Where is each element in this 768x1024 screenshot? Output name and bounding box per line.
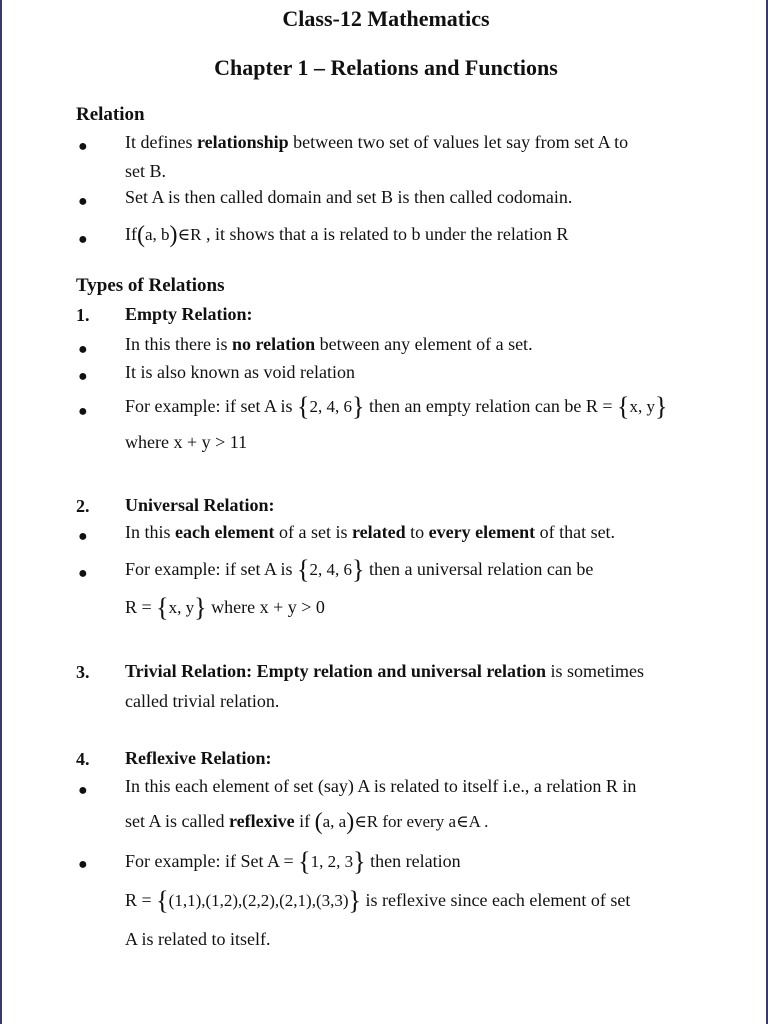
bullet-icon: ● — [78, 368, 88, 385]
relation-bullet-1: It defines relationship between two set of values let say from set A to — [125, 132, 629, 152]
universal-bullet-2: For example: if set A is {2, 4, 6} then a universal relation can be — [125, 555, 594, 584]
reflexive-bullet-2-cont: R = {(1,1),(1,2),(2,2),(2,1),(3,3)} is reflexive since each element of set — [125, 886, 631, 915]
reflexive-bullet-1: In this each element of set (say) A is related to itself i.e., a relation R in — [125, 776, 637, 796]
bullet-icon: ● — [78, 528, 88, 545]
item-number: 1. — [76, 305, 90, 325]
bullet-icon: ● — [78, 856, 88, 873]
class-title: Class-12 Mathematics — [282, 6, 490, 31]
empty-bullet-1: In this there is no relation between any element of a set. — [125, 334, 533, 354]
chapter-title: Chapter 1 – Relations and Functions — [214, 55, 558, 80]
relation-bullet-2: Set A is then called domain and set B is then called codomain. — [125, 187, 573, 207]
universal-relation-title: Universal Relation: — [125, 495, 275, 515]
empty-relation-title: Empty Relation: — [125, 304, 253, 324]
item-number: 4. — [76, 749, 90, 769]
bullet-icon: ● — [78, 565, 88, 582]
reflexive-relation-title: Reflexive Relation: — [125, 748, 272, 768]
bullet-icon: ● — [78, 403, 88, 420]
bullet-icon: ● — [78, 193, 88, 210]
trivial-relation-line-2: called trivial relation. — [125, 691, 280, 711]
bullet-icon: ● — [78, 782, 88, 799]
item-number: 3. — [76, 662, 90, 682]
relation-bullet-1-cont: set B. — [125, 161, 167, 181]
types-heading: Types of Relations — [76, 275, 225, 296]
trivial-relation-line-1: Trivial Relation: Empty relation and universal relation is sometimes — [125, 661, 645, 681]
reflexive-bullet-2: For example: if Set A = {1, 2, 3} then relation — [125, 847, 461, 876]
bullet-icon: ● — [78, 138, 88, 155]
bullet-icon: ● — [78, 341, 88, 358]
reflexive-bullet-2-cont-2: A is related to itself. — [125, 929, 271, 949]
reflexive-bullet-1-cont: set A is called reflexive if (a, a)∈R for every a∈A . — [125, 809, 489, 835]
empty-bullet-2: It is also known as void relation — [125, 362, 355, 382]
relation-bullet-3: If(a, b)∈R , it shows that a is related to b under the relation R — [125, 222, 569, 248]
universal-bullet-1: In this each element of a set is related to every element of that set. — [125, 522, 616, 542]
item-number: 2. — [76, 496, 90, 516]
empty-bullet-3: For example: if set A is {2, 4, 6} then an empty relation can be R = {x, y} — [125, 392, 668, 421]
universal-bullet-2-cont: R = {x, y} where x + y > 0 — [125, 593, 325, 622]
bullet-icon: ● — [78, 231, 88, 248]
relation-heading: Relation — [76, 104, 145, 125]
empty-bullet-3-cont: where x + y > 11 — [125, 432, 248, 452]
